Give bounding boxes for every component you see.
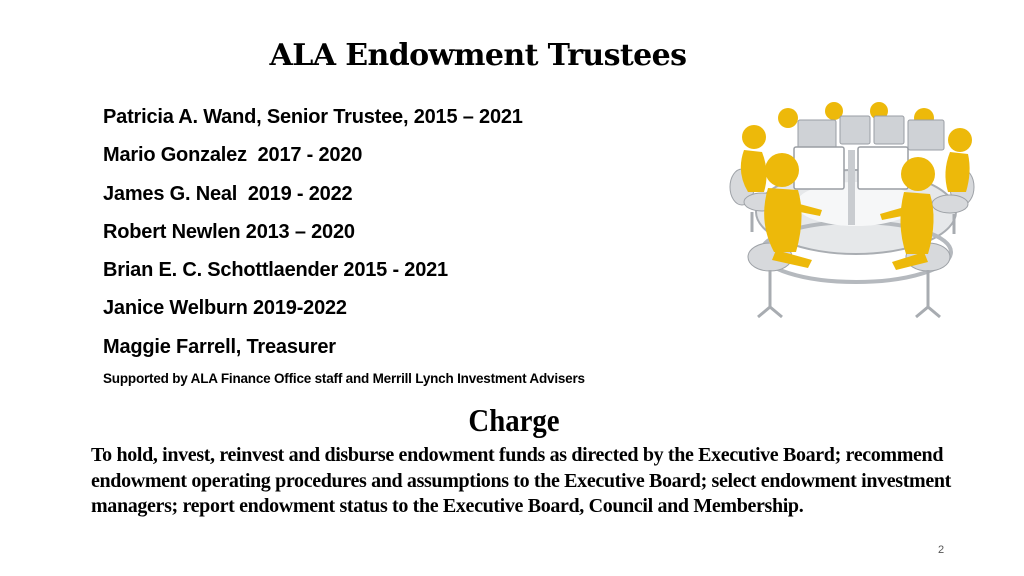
- slide-title: ALA Endowment Trustees: [269, 38, 687, 73]
- trustee-item: Robert Newlen 2013 – 2020: [103, 220, 355, 243]
- page-number: 2: [938, 544, 945, 556]
- charge-text: To hold, invest, reinvest and disburse endowment funds as directed by the Executive Board; recommend endowment operating procedures and assumptions to the Executive Board; select endowment investment managers; report endowment status to the Executive Board, Council and Membership.: [91, 444, 951, 517]
- trustee-item: Mario Gonzalez 2017 - 2020: [103, 144, 363, 167]
- trustee-item: Janice Welburn 2019-2022: [103, 297, 347, 320]
- trustee-list: [103, 104, 523, 372]
- trustee-item: James G. Neal 2019 - 2022: [103, 182, 353, 205]
- trustee-item: Patricia A. Wand, Senior Trustee, 2015 – 2021: [103, 106, 523, 128]
- round-table-clipart-icon: [722, 92, 980, 328]
- support-note: Supported by ALA Finance Office staff and Merrill Lynch Investment Advisers: [103, 371, 585, 386]
- trustee-item: Maggie Farrell, Treasurer: [103, 335, 336, 358]
- charge-heading: Charge: [468, 402, 560, 438]
- trustee-item: Brian E. C. Schottlaender 2015 - 2021: [103, 259, 448, 282]
